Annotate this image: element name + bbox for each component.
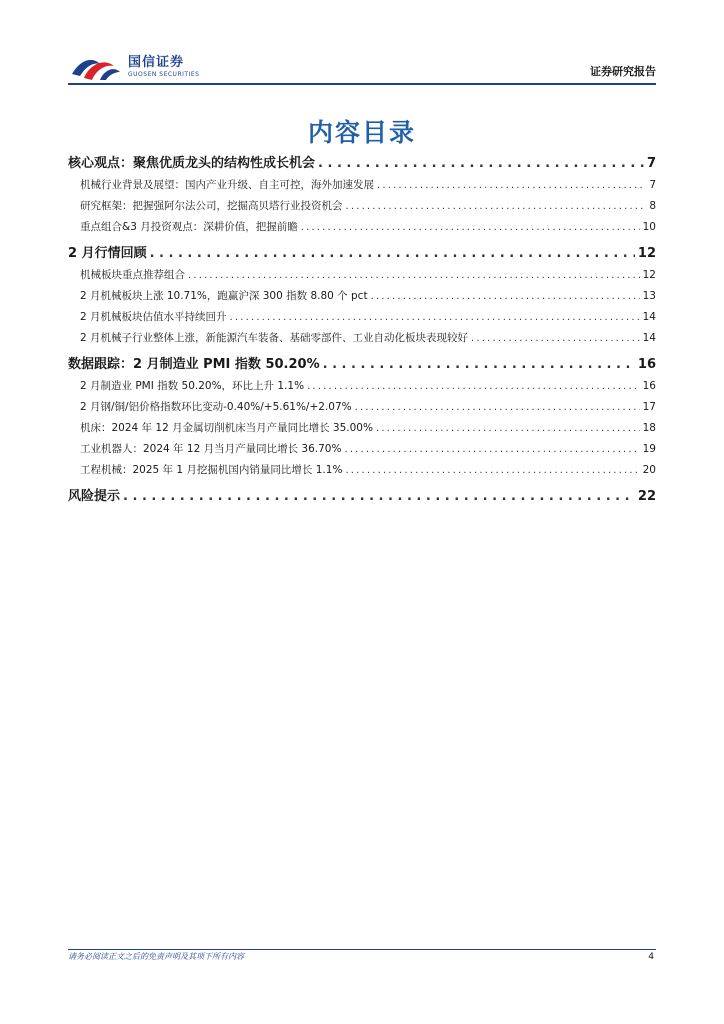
toc-section-entry[interactable]: [68, 397, 656, 418]
logo-english-name: GUOSEN SECURITIES: [128, 71, 200, 78]
logo-chinese-name: 国信证券: [128, 55, 185, 70]
toc-section-entry[interactable]: [68, 196, 656, 217]
toc-section-entry[interactable]: [68, 286, 656, 307]
page-header: [68, 48, 656, 84]
toc-entry-page: 12: [642, 269, 656, 281]
guosen-logo-icon: [70, 52, 122, 82]
guosen-logo: [70, 52, 199, 82]
toc-section-entry[interactable]: [68, 460, 656, 481]
toc-entry-label: 工程机械：2025 年 1 月挖掘机国内销量同比增长 1.1%: [80, 464, 343, 476]
toc-entry-label: 核心观点：聚焦优质龙头的结构性成长机会: [68, 156, 316, 171]
toc-leader-dots: [471, 328, 640, 349]
toc-leader-dots: [318, 152, 644, 175]
toc-entry-label: 机床：2024 年 12 月金属切削机床当月产量同比增长 35.00%: [80, 422, 373, 434]
toc-leader-dots: [377, 175, 646, 196]
toc-title: 内容目录: [307, 118, 416, 147]
toc-leader-dots: [150, 242, 635, 265]
report-type-label: 证券研究报告: [590, 65, 656, 78]
toc-entry-label: 2 月机械板块估值水平持续回升: [80, 311, 227, 323]
toc-leader-dots: [323, 353, 635, 376]
toc-entry-page: 18: [642, 422, 656, 434]
toc-entry-page: 10: [642, 221, 656, 233]
toc-entry-label: 数据跟踪：2 月制造业 PMI 指数 50.20%: [68, 357, 320, 372]
footer-divider: [68, 949, 656, 950]
toc-entry-page: 16: [637, 357, 656, 372]
toc-entry-label: 2 月钢/铜/铝价格指数环比变动-0.40%/+5.61%/+2.07%: [80, 401, 352, 413]
toc-entry-label: 2 月行情回顾: [68, 246, 147, 261]
toc-entry-page: 20: [642, 464, 656, 476]
toc-leader-dots: [307, 376, 640, 397]
page-number: 4: [648, 952, 654, 962]
toc-leader-dots: [188, 265, 640, 286]
toc-leader-dots: [123, 485, 635, 508]
toc-chapter-entry[interactable]: [68, 353, 656, 376]
toc-chapter-entry[interactable]: [68, 242, 656, 265]
toc-section-entry[interactable]: [68, 328, 656, 349]
toc-entry-label: 2 月机械子行业整体上涨，新能源汽车装备、基础零部件、工业自动化板块表现较好: [80, 332, 469, 344]
toc-section-entry[interactable]: [68, 265, 656, 286]
toc-entry-page: 8: [649, 200, 656, 212]
toc-leader-dots: [346, 196, 647, 217]
toc-entry-page: 14: [642, 332, 656, 344]
toc-entry-label: 机械行业背景及展望：国内产业升级、自主可控，海外加速发展: [80, 179, 374, 191]
toc-entry-label: 2 月机械板块上涨 10.71%，跑赢沪深 300 指数 8.80 个 pct: [80, 290, 368, 302]
toc-section-entry[interactable]: [68, 307, 656, 328]
toc-entry-label: 工业机器人：2024 年 12 月当月产量同比增长 36.70%: [80, 443, 342, 455]
toc-section-entry[interactable]: [68, 376, 656, 397]
table-of-contents: [68, 152, 656, 508]
toc-entry-page: 19: [642, 443, 656, 455]
toc-leader-dots: [301, 217, 640, 238]
toc-leader-dots: [345, 460, 639, 481]
toc-leader-dots: [230, 307, 640, 328]
toc-entry-label: 机械板块重点推荐组合: [80, 269, 185, 281]
toc-section-entry[interactable]: [68, 175, 656, 196]
toc-section-entry[interactable]: [68, 418, 656, 439]
toc-entry-page: 13: [642, 290, 656, 302]
toc-leader-dots: [344, 439, 639, 460]
toc-leader-dots: [371, 286, 640, 307]
footer-disclaimer: 请务必阅读正文之后的免责声明及其项下所有内容: [68, 952, 244, 961]
toc-leader-dots: [355, 397, 640, 418]
toc-entry-page: 22: [637, 489, 656, 504]
toc-entry-label: 研究框架：把握强阿尔法公司，挖掘高贝塔行业投资机会: [80, 200, 343, 212]
toc-section-entry[interactable]: [68, 439, 656, 460]
toc-chapter-entry[interactable]: [68, 485, 656, 508]
toc-entry-page: 7: [646, 156, 656, 171]
toc-section-entry[interactable]: [68, 217, 656, 238]
toc-chapter-entry[interactable]: [68, 152, 656, 175]
toc-entry-label: 重点组合&3 月投资观点：深耕价值，把握前瞻: [80, 221, 298, 233]
header-divider: [68, 83, 656, 85]
toc-entry-page: 17: [642, 401, 656, 413]
toc-entry-page: 16: [642, 380, 656, 392]
toc-entry-page: 14: [642, 311, 656, 323]
toc-entry-label: 风险提示: [68, 489, 121, 504]
toc-entry-page: 7: [649, 179, 656, 191]
toc-leader-dots: [376, 418, 640, 439]
toc-entry-page: 12: [637, 246, 656, 261]
toc-entry-label: 2 月制造业 PMI 指数 50.20%，环比上升 1.1%: [80, 380, 305, 392]
